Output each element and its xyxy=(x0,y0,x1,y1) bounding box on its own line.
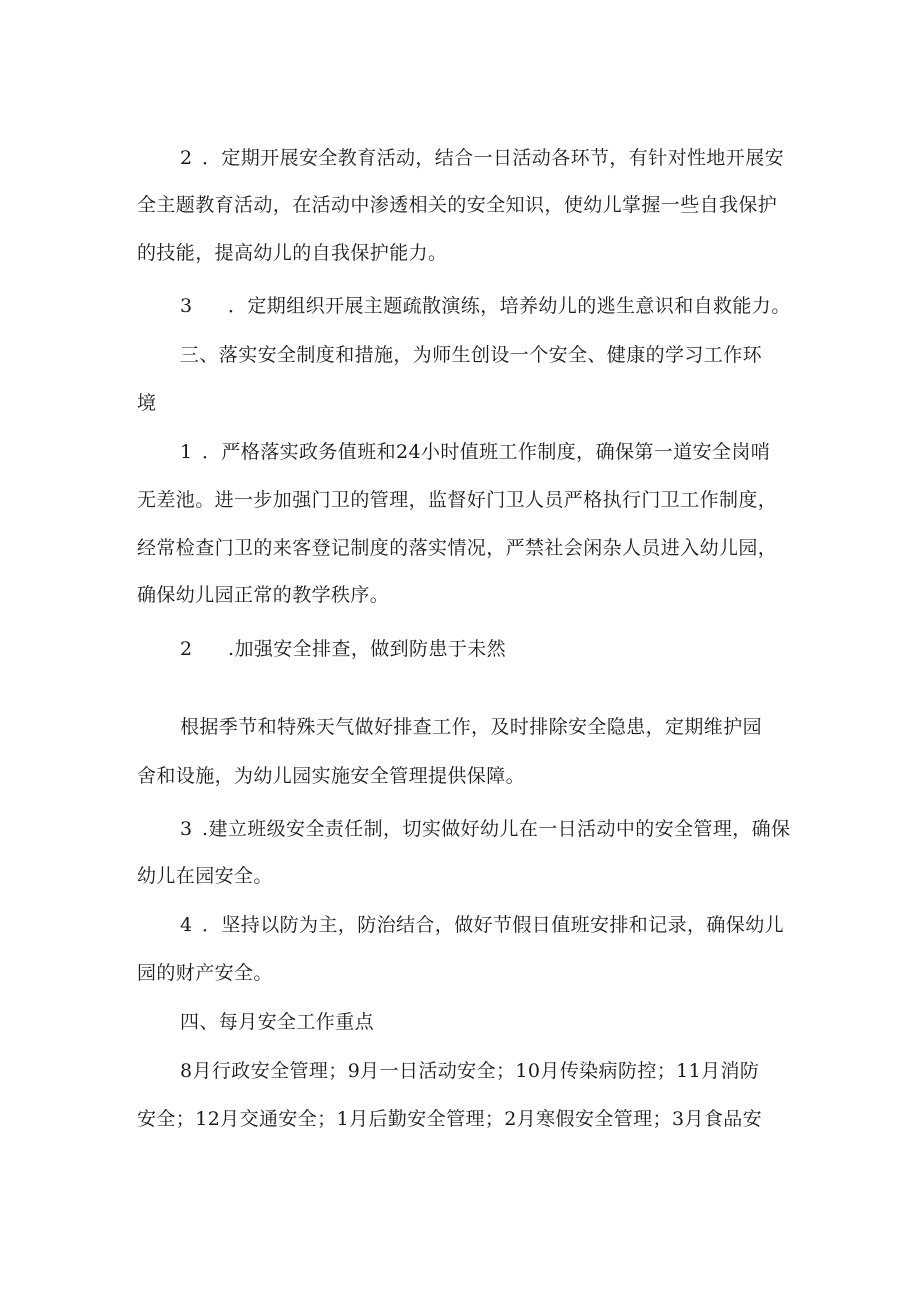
item-number: 2 xyxy=(180,147,193,169)
section-three-heading-line-1: 三、落实安全制度和措施，为师生创设一个安全、健康的学习工作环 xyxy=(180,344,763,366)
item-number: 1 xyxy=(180,441,193,463)
monthly-focus-line-1: 8月行政安全管理；9月一日活动安全；10月传染病防控；11月消防 xyxy=(180,1060,760,1082)
item-number: 3 xyxy=(180,818,193,840)
paragraph-2-line-3: 的技能，提高幼儿的自我保护能力。 xyxy=(137,242,448,264)
paragraph-1-line-1 xyxy=(180,440,840,464)
line-text: ．严格落实政务值班和24小时值班工作制度，确保第一道安全岗哨 xyxy=(202,441,771,463)
paragraph-1-line-4: 确保幼儿园正常的教学秩序。 xyxy=(137,584,390,606)
paragraph-4-line-2: 园的财产安全。 xyxy=(137,962,273,984)
paragraph-3b-line-2: 幼儿在园安全。 xyxy=(137,865,273,887)
section-four-heading: 四、每月安全工作重点 xyxy=(180,1011,375,1033)
line-text: ．定期组织开展主题疏散演练，培养幼儿的逃生意识和自救能力。 xyxy=(228,295,791,317)
section-three-heading-line-2: 境 xyxy=(137,392,157,414)
paragraph-1-line-3: 经常检查门卫的来客登记制度的落实情况，严禁社会闲杂人员进入幼儿园， xyxy=(137,537,778,559)
line-text: ．坚持以防为主，防治结合，做好节假日值班安排和记录，确保幼儿 xyxy=(202,914,785,936)
paragraph-check-line-2: 舍和设施，为幼儿园实施安全管理提供保障。 xyxy=(137,765,526,787)
paragraph-2-line-2: 全主题教育活动，在活动中渗透相关的安全知识，使幼儿掌握一些自我保护 xyxy=(137,194,778,216)
line-text: ．定期开展安全教育活动，结合一日活动各环节，有针对性地开展安 xyxy=(202,147,785,169)
item-number: 2 xyxy=(180,638,193,660)
paragraph-1-line-2: 无差池。进一步加强门卫的管理，监督好门卫人员严格执行门卫工作制度， xyxy=(137,489,778,511)
line-text: .加强安全排查，做到防患于未然 xyxy=(228,638,507,660)
monthly-focus-line-2: 安全；12月交通安全；1月后勤安全管理；2月寒假安全管理；3月食品安 xyxy=(137,1108,763,1130)
paragraph-3-line-1 xyxy=(180,294,840,318)
paragraph-3b-line-1 xyxy=(180,817,840,841)
paragraph-4-line-1 xyxy=(180,913,840,937)
item-number: 3 xyxy=(180,295,193,317)
paragraph-2-line-1 xyxy=(180,146,840,170)
line-text: .建立班级安全责任制，切实做好幼儿在一日活动中的安全管理，确保 xyxy=(202,818,791,840)
paragraph-check-line-1: 根据季节和特殊天气做好排查工作，及时排除安全隐患，定期维护园 xyxy=(180,716,763,738)
item-number: 4 xyxy=(180,914,193,936)
paragraph-2b-line-1 xyxy=(180,637,840,661)
